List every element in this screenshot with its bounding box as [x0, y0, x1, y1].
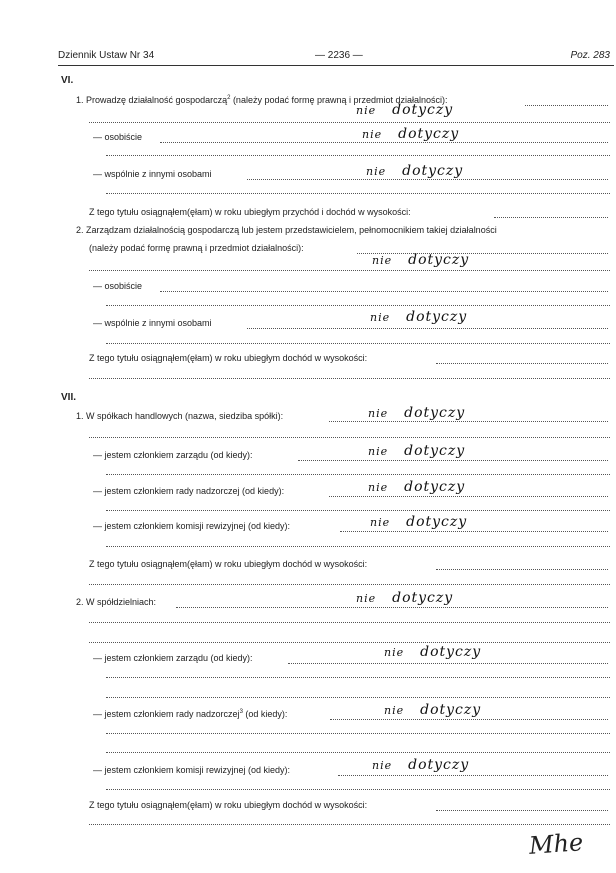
personal-label-2: — osobiście	[93, 281, 143, 291]
personal-row-2	[0, 280, 608, 294]
section-6-title: VI.	[61, 75, 74, 86]
personal-line[interactable]	[106, 155, 610, 156]
companies-label: 1. W spółkach handlowych (nazwa, siedziba spółki):	[76, 411, 284, 421]
page-header	[58, 50, 610, 64]
income-label-4: Z tego tytułu osiągnąłem(ęłam) w roku ubiegłym dochód w wysokości:	[89, 800, 368, 810]
hw-word-1: nie	[366, 165, 387, 178]
hw-word-2: dotyczy	[408, 252, 470, 268]
handwritten-not-applicable	[384, 644, 481, 660]
supervisory-rest-2: (od kiedy):	[242, 709, 288, 719]
cooperatives-row	[0, 596, 608, 610]
hw-word-2: dotyczy	[406, 514, 468, 530]
supervisory-line-2[interactable]	[106, 733, 610, 734]
joint-label-2: — wspólnie z innymi osobami	[93, 318, 212, 328]
handwritten-not-applicable	[362, 126, 459, 142]
board-row	[0, 449, 608, 463]
income-field-4[interactable]	[436, 810, 608, 811]
supervisory-field[interactable]	[329, 496, 608, 497]
hw-word-1: nie	[362, 128, 383, 141]
joint-label: — wspólnie z innymi osobami	[93, 169, 212, 179]
income-field-1[interactable]	[494, 217, 608, 218]
header-rule	[58, 65, 614, 66]
handwritten-not-applicable	[366, 163, 463, 179]
joint-field-2[interactable]	[247, 328, 608, 329]
hw-word-2: dotyczy	[408, 757, 470, 773]
supervisory-field-2[interactable]	[330, 719, 608, 720]
hw-word-1: nie	[356, 104, 377, 117]
board-field-2[interactable]	[288, 663, 608, 664]
hw-word-1: nie	[372, 759, 393, 772]
hw-word-2: dotyczy	[402, 163, 464, 179]
handwritten-not-applicable	[368, 479, 465, 495]
audit-field[interactable]	[340, 531, 608, 532]
journal-title: Dziennik Ustaw Nr 34	[58, 50, 155, 61]
handwritten-not-applicable	[356, 102, 453, 118]
income-line-2[interactable]	[89, 378, 610, 379]
companies-row	[0, 410, 608, 424]
supervisory-label: — jestem członkiem rady nadzorczej (od kiedy):	[93, 486, 285, 496]
supervisory-row	[0, 485, 608, 499]
hw-word-1: nie	[368, 481, 389, 494]
hw-word-1: nie	[372, 254, 393, 267]
hw-word-1: nie	[368, 445, 389, 458]
hw-word-2: dotyczy	[404, 443, 466, 459]
joint-line[interactable]	[106, 193, 610, 194]
board-field[interactable]	[298, 460, 608, 461]
audit-row-2	[0, 764, 608, 778]
audit-label-2: — jestem członkiem komisji rewizyjnej (od kiedy):	[93, 765, 291, 775]
hw-word-2: dotyczy	[392, 102, 454, 118]
income-label-2: Z tego tytułu osiągnąłem(ęłam) w roku ubiegłym dochód w wysokości:	[89, 353, 368, 363]
personal-field-2[interactable]	[160, 291, 608, 292]
personal-row	[0, 131, 608, 145]
personal-label: — osobiście	[93, 132, 143, 142]
handwritten-not-applicable	[368, 443, 465, 459]
section-7-title: VII.	[61, 392, 77, 403]
business-activity-text: 1. Prowadzę działalność gospodarczą	[76, 95, 228, 105]
hw-word-2: dotyczy	[406, 309, 468, 325]
personal-line-2[interactable]	[106, 305, 610, 306]
supervisory-label-2	[93, 708, 287, 720]
handwritten-not-applicable	[384, 702, 481, 718]
hw-word-2: dotyczy	[420, 702, 482, 718]
supervisory-line-2b[interactable]	[106, 752, 610, 753]
supervisory-row-2	[0, 708, 608, 722]
cooperatives-label: 2. W spółdzielniach:	[76, 597, 157, 607]
board-label-2: — jestem członkiem zarządu (od kiedy):	[93, 653, 253, 663]
income-line-3[interactable]	[89, 584, 610, 585]
hw-word-2: dotyczy	[392, 590, 454, 606]
hw-word-1: nie	[384, 704, 405, 717]
companies-field[interactable]	[329, 421, 608, 422]
board-line-2[interactable]	[106, 677, 610, 678]
cooperatives-field[interactable]	[176, 607, 608, 608]
audit-field-2[interactable]	[338, 775, 608, 776]
hw-word-2: dotyczy	[404, 405, 466, 421]
income-label-3: Z tego tytułu osiągnąłem(ęłam) w roku ubiegłym dochód w wysokości:	[89, 559, 368, 569]
audit-label: — jestem członkiem komisji rewizyjnej (od kiedy):	[93, 521, 291, 531]
business-activity-field[interactable]	[525, 105, 608, 106]
income-row-1	[0, 206, 608, 220]
personal-field[interactable]	[160, 142, 608, 143]
board-line-2b[interactable]	[106, 697, 610, 698]
hw-word-1: nie	[384, 646, 405, 659]
footnote-3: 3	[239, 709, 243, 715]
audit-row	[0, 520, 608, 534]
joint-line-2[interactable]	[106, 343, 610, 344]
hw-word-1: nie	[356, 592, 377, 605]
management-row-2	[0, 242, 608, 256]
management-row	[0, 224, 608, 238]
management-line[interactable]	[89, 270, 610, 271]
handwritten-not-applicable	[356, 590, 453, 606]
footnote-2: 2	[227, 95, 231, 101]
hw-word-1: nie	[370, 516, 391, 529]
supervisory-line[interactable]	[106, 510, 610, 511]
income-field-3[interactable]	[436, 569, 608, 570]
handwritten-not-applicable	[370, 514, 467, 530]
joint-row	[0, 168, 608, 182]
position-number: Poz. 283	[570, 50, 610, 61]
signature: Mhe	[528, 828, 585, 860]
board-label: — jestem członkiem zarządu (od kiedy):	[93, 450, 253, 460]
companies-line[interactable]	[89, 437, 610, 438]
business-activity-rest: (należy podać formę prawną i przedmiot działalności):	[230, 95, 448, 105]
handwritten-not-applicable	[370, 309, 467, 325]
supervisory-text-2: — jestem członkiem rady nadzorczej	[93, 709, 240, 719]
cooperatives-line[interactable]	[89, 622, 610, 623]
handwritten-not-applicable	[372, 252, 469, 268]
joint-row-2	[0, 317, 608, 331]
board-row-2	[0, 652, 608, 666]
hw-word-1: nie	[370, 311, 391, 324]
hw-word-2: dotyczy	[398, 126, 460, 142]
hw-word-2: dotyczy	[420, 644, 482, 660]
management-label-2: (należy podać formę prawną i przedmiot działalności):	[89, 243, 304, 253]
joint-field[interactable]	[247, 179, 608, 180]
handwritten-not-applicable	[372, 757, 469, 773]
board-line[interactable]	[106, 474, 610, 475]
hw-word-1: nie	[368, 407, 389, 420]
income-row-4	[0, 799, 608, 813]
hw-word-2: dotyczy	[404, 479, 466, 495]
audit-line-2[interactable]	[106, 789, 610, 790]
cooperatives-line-2[interactable]	[89, 642, 610, 643]
income-label-1: Z tego tytułu osiągnąłem(ęłam) w roku ubiegłym przychód i dochód w wysokości:	[89, 207, 411, 217]
handwritten-not-applicable	[368, 405, 465, 421]
income-row-2	[0, 352, 608, 366]
income-line-4[interactable]	[89, 824, 610, 825]
page-number: — 2236 —	[315, 50, 363, 61]
income-row-3	[0, 558, 608, 572]
income-field-2[interactable]	[436, 363, 608, 364]
audit-line[interactable]	[106, 546, 610, 547]
business-activity-line[interactable]	[89, 122, 610, 123]
business-activity-row	[0, 94, 608, 108]
management-label: 2. Zarządzam działalnością gospodarczą lub jestem przedstawicielem, pełnomocnikiem takiej działalności	[76, 225, 497, 235]
